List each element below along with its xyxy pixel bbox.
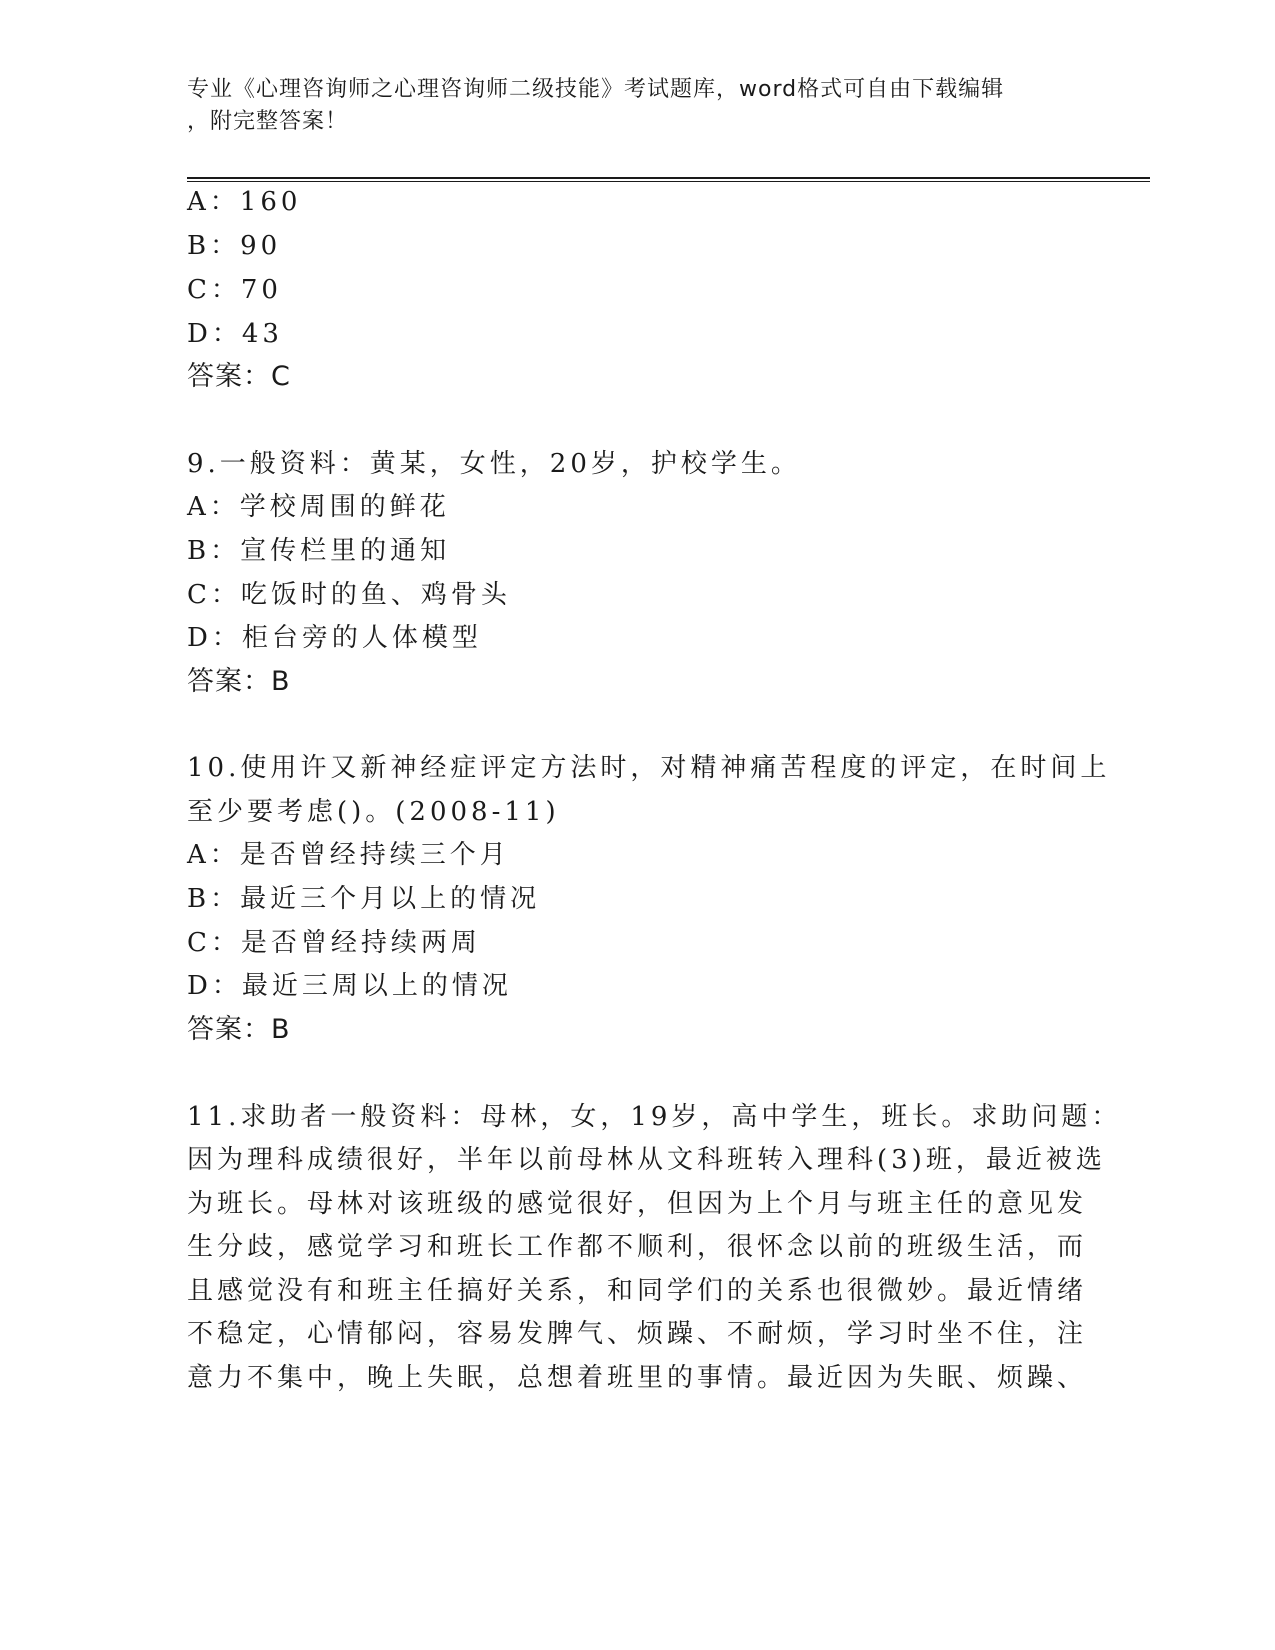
q9-option-a: A：学校周围的鲜花 (187, 492, 450, 522)
q11-line-7: 意力不集中，晚上失眠，总想着班里的事情。最近因为失眠、烦躁、 (187, 1363, 1088, 1393)
q10-option-a: A：是否曾经持续三个月 (187, 840, 510, 870)
q11-line-4: 生分歧，感觉学习和班长工作都不顺利，很怀念以前的班级生活，而 (187, 1232, 1088, 1262)
q9-option-b: B：宣传栏里的通知 (187, 536, 451, 566)
q9-question: 9.一般资料：黄某，女性，20岁，护校学生。 (187, 449, 801, 479)
header-divider (187, 177, 1150, 182)
q10-answer: 答案：B (187, 1014, 291, 1045)
q11-line-3: 为班长。母林对该班级的感觉很好，但因为上个月与班主任的意见发 (187, 1189, 1088, 1219)
q9-answer: 答案：B (187, 666, 291, 697)
q10-option-d: D：最近三周以上的情况 (187, 971, 512, 1001)
document-header (187, 74, 1087, 138)
q8-option-d: D：43 (187, 319, 283, 349)
q9-option-d: D：柜台旁的人体模型 (187, 623, 482, 653)
q10-question-line-1: 10.使用许又新神经症评定方法时，对精神痛苦程度的评定，在时间上 (187, 753, 1111, 783)
q11-line-5: 且感觉没有和班主任搞好关系，和同学们的关系也很微妙。最近情绪 (187, 1276, 1088, 1306)
q10-question-line-2: 至少要考虑()。(2008-11) (187, 797, 560, 827)
header-line-1: 专业《心理咨询师之心理咨询师二级技能》考试题库，word格式可自由下载编辑 (187, 77, 1005, 102)
q9-option-c: C：吃饭时的鱼、鸡骨头 (187, 580, 511, 610)
q11-line-2: 因为理科成绩很好，半年以前母林从文科班转入理科(3)班，最近被选 (187, 1145, 1106, 1175)
q10-option-c: C：是否曾经持续两周 (187, 928, 481, 958)
q11-line-1: 11.求助者一般资料：母林，女，19岁，高中学生，班长。求助问题： (187, 1102, 1122, 1132)
q8-option-a: A：160 (187, 187, 302, 217)
q8-option-c: C：70 (187, 275, 282, 305)
q10-option-b: B：最近三个月以上的情况 (187, 884, 541, 914)
header-line-2: ，附完整答案！ (187, 109, 349, 134)
q8-answer: 答案：C (187, 361, 291, 392)
q8-option-b: B：90 (187, 231, 282, 261)
q11-line-6: 不稳定，心情郁闷，容易发脾气、烦躁、不耐烦，学习时坐不住，注 (187, 1319, 1088, 1349)
